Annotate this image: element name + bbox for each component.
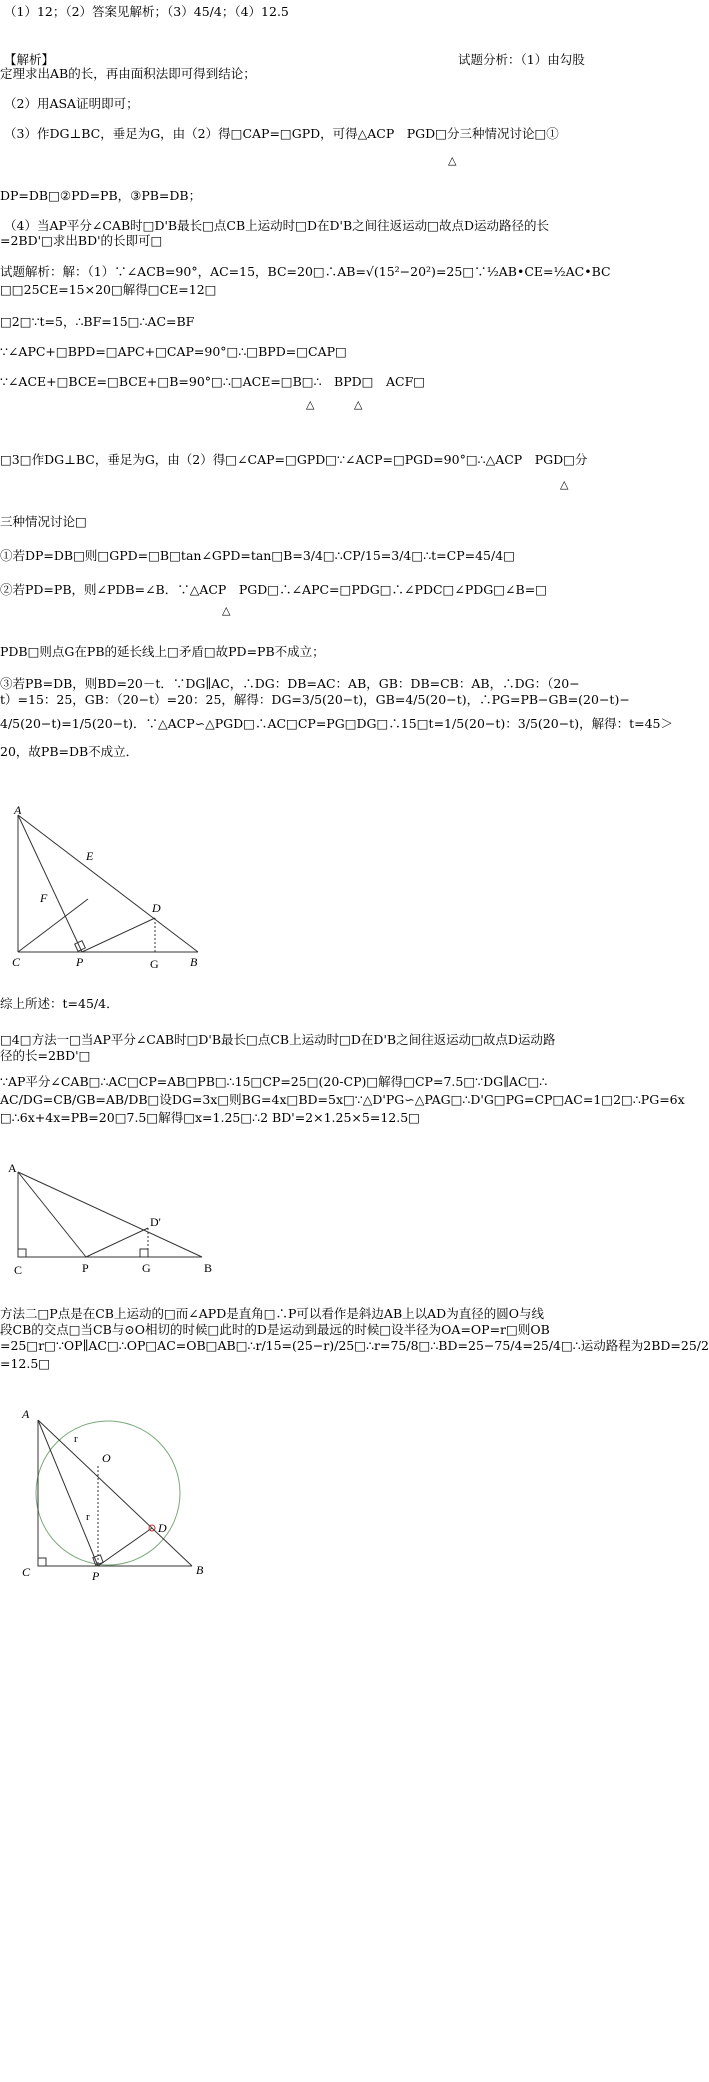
triangle-icon: △ (306, 398, 315, 411)
triangle-icon: △ (354, 398, 363, 411)
analysis-header: 【解析】 (4, 52, 55, 67)
method2-line-1: 方法二□P点是在CB上运动的□而∠APD是直角□∴P可以看作是斜边AB上以AD为直径的圆O与线 (0, 1306, 544, 1321)
solution-line-3: □2□∵t=5，∴BF=15□∴AC=BF (0, 314, 195, 329)
label-A: A (22, 1407, 30, 1421)
summary-line: 综上所述：t=45/4． (0, 996, 119, 1011)
part4-line-1: □4□方法一□当AP平分∠CAB时□D'B最长□点CB上运动时□D在D'B之间往返运动□故点D运动路 (0, 1032, 556, 1047)
label-C: C (12, 955, 21, 969)
analysis-line-2: （2）用ASA证明即可； (4, 96, 139, 111)
solution-line-2: □□25CE=15×20□解得□CE=12□ (0, 282, 217, 297)
solution-line-14: 20，故PB=DB不成立． (0, 744, 139, 759)
analysis-line-1: 定理求出AB的长，再由面积法即可得到结论； (0, 66, 256, 81)
answer-line: （1）12；（2）答案见解析；（3）45/4；（4）12.5 (4, 4, 289, 19)
label-D: D (152, 901, 161, 915)
label-D-prime: D' (150, 1215, 161, 1229)
figure-3 (0, 1398, 230, 1583)
method2-line-4: =12.5□ (0, 1356, 51, 1371)
figure-1 (0, 800, 240, 975)
solution-line-12: t）=15：25，GB：（20−t）=20：25，解得：DG=3/5(20−t)，GB=4/5(20−t)，∴PG=PB−GB=(20−t)− (0, 692, 630, 707)
label-G: G (150, 957, 159, 971)
solution-line-10: PDB□则点G在PB的延长线上□矛盾□故PD=PB不成立； (0, 644, 325, 659)
label-r-lower: r (86, 1511, 90, 1523)
solution-line-4: ∵∠APC+□BPD=□APC+□CAP=90°□∴□BPD=□CAP□ (0, 344, 347, 359)
solution-line-1: 试题解析：解：（1）∵∠ACB=90°，AC=15，BC=20□∴AB=√(15²−20²)=25□∵½AB•CE=½AC•BC (0, 264, 611, 279)
analysis-line-5: （4）当AP平分∠CAB时□D'B最长□点CB上运动时□D在D'B之间往返运动□故点D运动路径的长 (4, 218, 549, 233)
solution-line-6: □3□作DG⊥BC，垂足为G，由（2）得□∠CAP=□GPD□∵∠ACP=□PGD=90°□∴△ACP PGD□分 (0, 452, 588, 467)
figure-2 (0, 1160, 230, 1290)
triangle-icon: △ (448, 154, 457, 167)
label-C: C (14, 1263, 23, 1277)
label-P: P (82, 1261, 89, 1275)
label-P: P (76, 955, 84, 969)
label-G: G (142, 1261, 151, 1275)
part4-line-3: ∵AP平分∠CAB□∴AC□CP=AB□PB□∴15□CP=25□(20-CP)□解得□CP=7.5□∵DG∥AC□∴ (0, 1074, 548, 1089)
label-A: A (14, 803, 22, 817)
triangle-icon: △ (560, 478, 569, 491)
analysis-line-3: （3）作DG⊥BC，垂足为G，由（2）得□CAP=□GPD，可得△ACP PGD□分三种情况讨论□① (4, 126, 559, 141)
label-D: D (158, 1521, 167, 1535)
label-E: E (86, 849, 94, 863)
label-B: B (196, 1563, 204, 1577)
analysis-title: 试题分析：（1）由勾股 (458, 52, 585, 67)
part4-line-5: □∴6x+4x=PB=20□7.5□解得□x=1.25□∴2 BD'=2×1.25×5=12.5□ (0, 1110, 420, 1125)
solution-line-13: 4/5(20−t)=1/5(20−t)．∵△ACP∽△PGD□∴AC□CP=PG□DG□∴15□t=1/5(20−t)：3/5(20−t)，解得：t=45＞ (0, 716, 673, 731)
analysis-line-4: DP=DB□②PD=PB，③PB=DB； (0, 188, 202, 203)
solution-line-11: ③若PB=DB，则BD=20－t．∵DG∥AC，∴DG：DB=AC：AB，GB：DB=CB：AB，∴DG：（20− (0, 676, 580, 691)
label-r-upper: r (74, 1433, 78, 1445)
method2-line-3: =25□r□∵OP∥AC□∴OP□AC=OB□AB□∴r/15=(25−r)/25□∴r=75/8□∴BD=25−75/4=25/4□∴运动路程为2BD=25/2 (0, 1338, 709, 1353)
method2-line-2: 段CB的交点□当CB与⊙O相切的时候□此时的D是运动到最远的时候□设半径为OA=OP=r□则OB (0, 1322, 550, 1337)
label-F: F (40, 891, 48, 905)
part4-line-4: AC/DG=CB/GB=AB/DB□设DG=3x□则BG=4x□BD=5x□∵△D'PG∽△PAG□∴D'G□PG=CP□AC=1□2□∴PG=6x (0, 1092, 685, 1107)
part4-line-2: 径的长=2BD'□ (0, 1048, 91, 1063)
label-A: A (8, 1161, 17, 1175)
label-P: P (92, 1569, 100, 1583)
analysis-line-6: =2BD'□求出BD'的长即可□ (0, 233, 163, 248)
label-B: B (190, 955, 198, 969)
label-O: O (102, 1451, 111, 1465)
solution-line-7: 三种情况讨论□ (0, 514, 87, 529)
solution-line-8: ①若DP=DB□则□GPD=□B□tan∠GPD=tan□B=3/4□∴CP/15=3/4□∴t=CP=45/4□ (0, 548, 515, 563)
solution-line-9: ②若PD=PB，则∠PDB=∠B．∵△ACP PGD□∴∠APC=□PDG□∴∠PDC□∠PDG□∠B=□ (0, 582, 547, 597)
label-C: C (22, 1565, 31, 1579)
label-B: B (204, 1261, 213, 1275)
solution-line-5: ∵∠ACE+□BCE=□BCE+□B=90°□∴□ACE=□B□∴ BPD□ ACF□ (0, 374, 426, 389)
triangle-icon: △ (222, 604, 231, 617)
